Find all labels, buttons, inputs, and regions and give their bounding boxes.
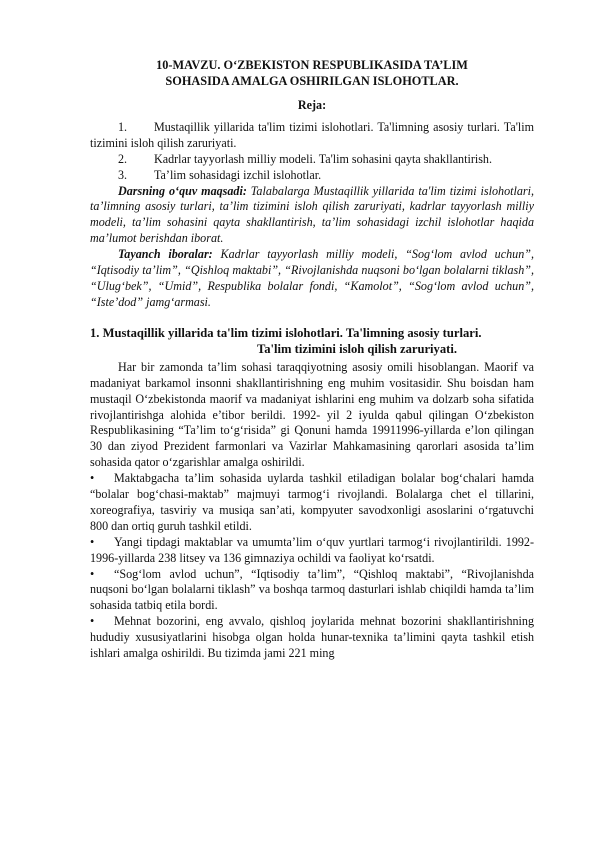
document-title bbox=[90, 58, 534, 89]
keywords-text: Kadrlar tayyorlash milliy modeli, “Sog‘lom avlod uchun”, “Iqtisodiy ta’lim”, “Qishloq maktabi”, “Rivojlanishda nuqsoni bo‘lgan bolalarni tiklash”, “Ulug‘bek”, “Umid”, Respublika bolalar fondi, “Kamolot”, “Sog‘lom avlod uchun”, “Iste’dod” jamg‘armasi. bbox=[90, 247, 534, 309]
bullet-item bbox=[90, 535, 534, 567]
bullet-text: Mehnat bozorini, eng avvalo, qishloq joylarida mehnat bozorini shakllantirishning hududiy xususiyatlarini hisobga olgan holda hunar-texnika ta’limini qayta tashkil etish ishlari amalga oshirildi. Bu tizimda jami 221 ming bbox=[90, 614, 534, 661]
plan-item bbox=[90, 152, 534, 168]
plan-item-text: Mustaqillik yillarida ta'lim tizimi islohotlari. Ta'limning asosiy turlari. Ta'lim tizimini isloh qilish zaruriyati. bbox=[90, 119, 534, 150]
section-heading bbox=[90, 325, 534, 357]
section-heading-line-2: Ta'lim tizimini isloh qilish zaruriyati. bbox=[256, 341, 457, 356]
plan-item-number: 1. bbox=[118, 119, 128, 134]
bullet-text: Yangi tipdagi maktablar va umumta’lim o‘quv yurtlari tarmog‘i rivojlantirildi. 1992-1996-yillarda 238 litsey va 136 gimnaziya ochildi va faoliyat ko‘rsatdi. bbox=[90, 534, 534, 565]
plan-item-number: 2. bbox=[118, 151, 128, 166]
plan-heading: Reja: bbox=[297, 98, 327, 112]
bullet-text: Maktabgacha ta’lim sohasida uylarda tashkil etiladigan bolalar bog‘chalari hamda “bolalar bog‘chasi-maktab” majmuyi tarmog‘i rivojlandi. Bolalarga chet el tillarini, xoreografiya, tasviriy va musiqa san’ati, kompyuter savodxonligi asoslarini o‘rgatuvchi 800 dan ortiq guruh tashkil etildi. bbox=[90, 471, 534, 533]
plan-item-number: 3. bbox=[118, 167, 128, 182]
keywords-label: Tayanch iboralar: bbox=[118, 247, 213, 262]
plan-item-text: Ta’lim sohasidagi izchil islohotlar. bbox=[154, 167, 322, 182]
bullet-text: “Sog‘lom avlod uchun”, “Iqtisodiy ta’lim”, “Qishloq maktabi”, “Rivojlanishda nuqsoni bo‘lgan bolalarni tiklash” va boshqa tarmoq dasturlari ishlab chiqildi hamda ta’lim sohasida tatbiq etila bordi. bbox=[90, 566, 534, 613]
bullet-icon: • bbox=[90, 566, 95, 581]
keywords bbox=[90, 247, 534, 311]
plan-item bbox=[90, 120, 534, 152]
lesson-goal-label: Darsning o‘quv maqsadi: bbox=[118, 183, 247, 198]
section-heading-line-1: 1. Mustaqillik yillarida ta'lim tizimi islohotlari. Ta'limning asosiy turlari. bbox=[90, 325, 482, 340]
bullet-icon: • bbox=[90, 471, 95, 486]
plan-item-text: Kadrlar tayyorlash milliy modeli. Ta'lim sohasini qayta shakllantirish. bbox=[154, 151, 492, 166]
bullet-item bbox=[90, 614, 534, 662]
bullet-item bbox=[90, 567, 534, 615]
title-line-1: 10-MAVZU. O‘ZBEKISTON RESPUBLIKASIDA TA’LIM bbox=[156, 58, 468, 72]
bullet-icon: • bbox=[90, 614, 95, 629]
bullet-item bbox=[90, 471, 534, 535]
lesson-goal bbox=[90, 184, 534, 248]
body-paragraph: Har bir zamonda ta’lim sohasi taraqqiyotning asosiy omili hisoblangan. Maorif va madaniyat barkamol insonni shakllantirishning eng muhim vositasidir. Shu boisdan ham mustaqil O‘zbekistonda maorif va madaniyat ishlarini eng muhim va dolzarb soha sifatida rivojlantirishga alohida e’tibor berildi. 1992- yil 2 iyulda qabul qilingan O‘zbekiston Respublikasining “Ta’lim to‘g‘risida” gi Qonuni hamda 19911996-yillarda e’lon qilingan 30 dan ziyod Prezident farmonlari va Vazirlar Mahkamasining qarorlari asosida ta’lim sohasida qator o‘zgarishlar amalga oshirildi. bbox=[90, 359, 534, 470]
plan-list bbox=[90, 120, 534, 184]
title-line-2: SOHASIDA AMALGA OSHIRILGAN ISLOHOTLAR. bbox=[165, 73, 459, 88]
lesson-goal-text: Talabalarga Mustaqillik yillarida ta'lim tizimi islohotlari, ta’limning asosiy turlari, ta’lim tizimini isloh qilish zaruriyati, kadrlar tayyorlash milliy modeli, ta’lim sohasini qayta shakllantirish, ta’lim sohasidagi izchil islohotlar haqida ma’lumot berishdan iborat. bbox=[90, 183, 534, 246]
plan-item bbox=[90, 168, 534, 184]
bullet-icon: • bbox=[90, 534, 95, 549]
